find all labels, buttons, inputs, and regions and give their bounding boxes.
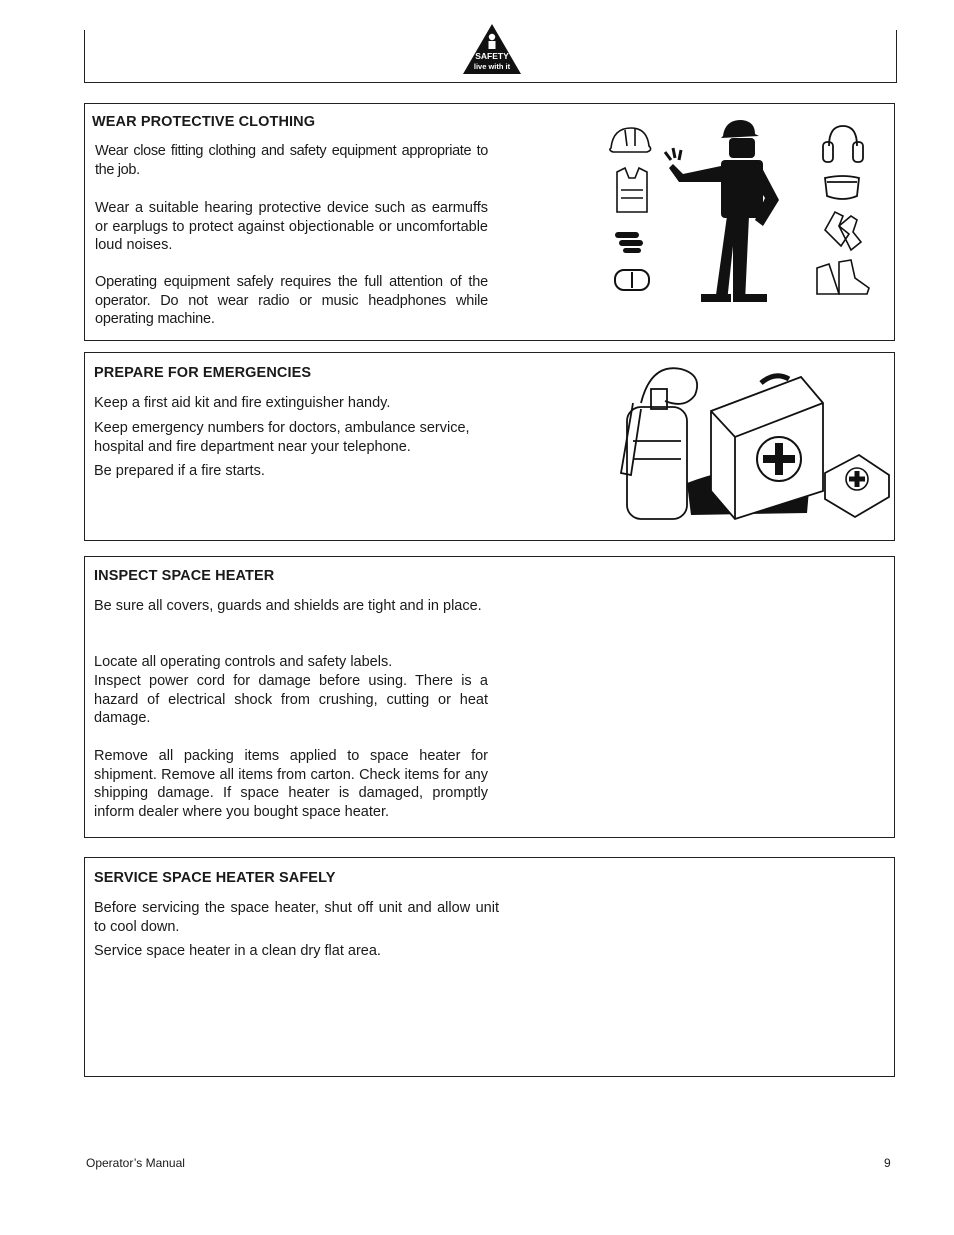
- section-title: PREPARE FOR EMERGENCIES: [94, 365, 312, 381]
- section-prepare-for-emergencies: [84, 352, 895, 541]
- section-service-space-heater-safely: [84, 857, 895, 1077]
- section-inspect-space-heater: [84, 556, 895, 838]
- logo-line2: live with it: [473, 62, 511, 71]
- paragraph: Wear a suitable hearing protective device such as earmuffs or earplugs to protect against objectionable or uncomfortable loud noises.: [95, 200, 488, 253]
- goggles-icon: [615, 270, 649, 290]
- earplugs-icon: [615, 232, 643, 253]
- section-title: INSPECT SPACE HEATER: [94, 568, 275, 584]
- paragraph: Locate all operating controls and safety labels.: [94, 654, 393, 670]
- paragraph: Service space heater in a clean dry flat area.: [94, 943, 381, 959]
- paragraph: Keep emergency numbers for doctors, ambulance service, hospital and fire department near your telephone.: [94, 420, 470, 455]
- face-shield-icon: [825, 176, 859, 199]
- section-title: WEAR PROTECTIVE CLOTHING: [92, 114, 316, 130]
- safety-logo-icon: [461, 22, 523, 76]
- footer-manual-title: Operator’s Manual: [86, 1156, 185, 1170]
- paragraph: Be sure all covers, guards and shields are tight and in place.: [94, 598, 482, 614]
- paragraph: Inspect power cord for damage before using. There is a hazard of electrical shock from crushing, cutting or heat damage.: [94, 673, 488, 726]
- section-title: SERVICE SPACE HEATER SAFELY: [94, 870, 336, 886]
- page-number: 9: [884, 1156, 891, 1170]
- worker-figure-icon: [665, 120, 779, 302]
- safety-boots-icon: [817, 260, 869, 294]
- paragraph: Wear close fitting clothing and safety equipment appropriate to the job.: [95, 143, 488, 178]
- paragraph: Keep a first aid kit and fire extinguisher handy.: [94, 395, 391, 411]
- section-wear-protective-clothing: [84, 103, 895, 341]
- first-aid-book-icon: [825, 455, 889, 517]
- paragraph: Be prepared if a fire starts.: [94, 463, 265, 479]
- fire-extinguisher-icon: [621, 368, 697, 519]
- safety-vest-icon: [617, 168, 647, 212]
- protective-gear-illustration: [603, 116, 878, 302]
- paragraph: Operating equipment safely requires the full attention of the operator. Do not wear radio or music headphones while operating machine.: [95, 274, 488, 327]
- emergency-kit-illustration: [611, 363, 891, 523]
- paragraph: Before servicing the space heater, shut off unit and allow unit to cool down.: [94, 900, 499, 935]
- gloves-icon: [825, 212, 861, 250]
- earmuffs-icon: [823, 126, 863, 162]
- logo-line1: SAFETY: [475, 51, 509, 61]
- hard-hat-icon: [610, 128, 651, 152]
- paragraph: Remove all packing items applied to space heater for shipment. Remove all items from carton. Check items for any shipping damage. If space heater is damaged, promptly inform dealer where you bought space heater.: [94, 748, 488, 820]
